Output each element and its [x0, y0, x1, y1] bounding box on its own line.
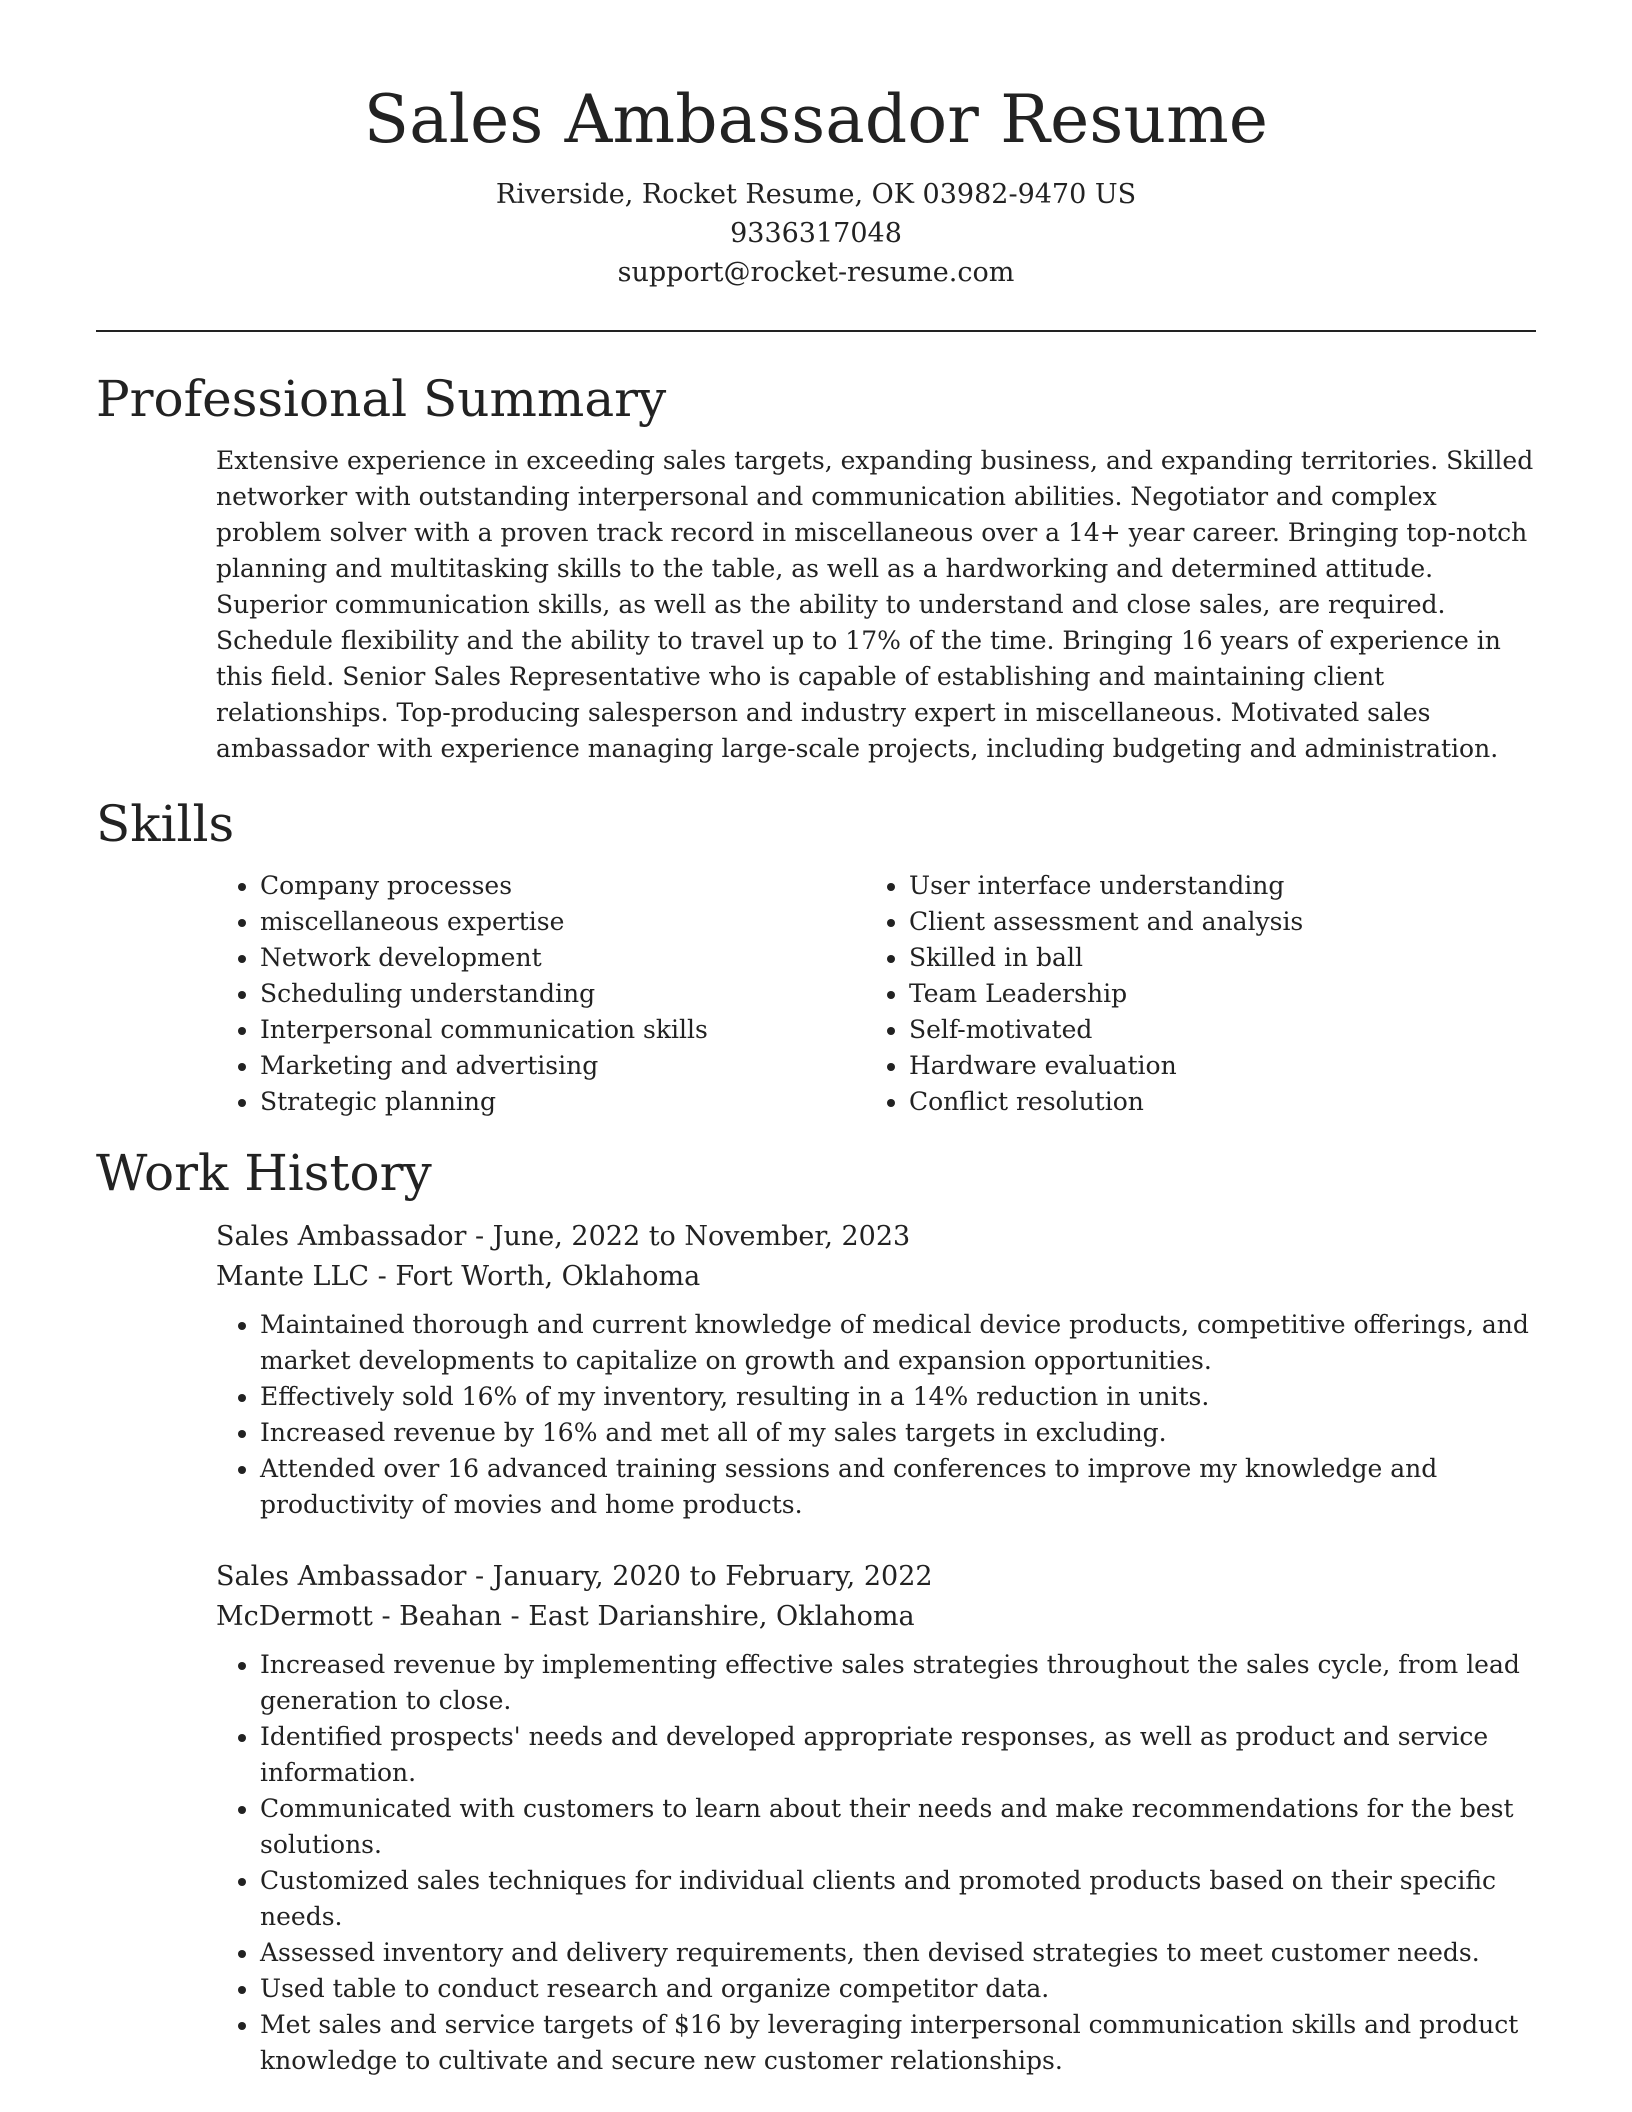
job-bullet: • Communicated with customers to learn about their needs and make recommendations for the best solutions.	[260, 1791, 1536, 1863]
section-title-summary: Professional Summary	[96, 369, 667, 428]
skill-item: • Team Leadership	[909, 976, 1509, 1012]
resume-header	[96, 81, 1536, 292]
job-bullet: • Effectively sold 16% of my inventory, resulting in a 14% reduction in units.	[260, 1379, 1536, 1415]
section-title-work-history: Work History	[96, 1143, 432, 1202]
job-bullet: • Met sales and service targets of $16 by leveraging interpersonal communication skills and product knowledge to cultivate and secure new customer relationships.	[260, 2007, 1536, 2079]
header-divider	[96, 330, 1536, 332]
job-bullet: • Identified prospects' needs and developed appropriate responses, as well as product and service information.	[260, 1719, 1536, 1791]
skill-item: • Self-motivated	[909, 1012, 1509, 1048]
skill-item: • Conflict resolution	[909, 1084, 1509, 1120]
section-title-skills: Skills	[96, 794, 235, 853]
address: Riverside, Rocket Resume, OK 03982-9470 US	[495, 178, 1137, 210]
skill-item: • Network development	[260, 940, 865, 976]
phone-number: 9336317048	[730, 217, 902, 249]
job-bullet: • Assessed inventory and delivery requirements, then devised strategies to meet customer needs.	[260, 1935, 1536, 1971]
job-bullets	[216, 1307, 1536, 1523]
skill-item: • User interface understanding	[909, 868, 1509, 904]
skill-item: • Hardware evaluation	[909, 1048, 1509, 1084]
job-bullet: • Customized sales techniques for individual clients and promoted products based on their specific needs.	[260, 1863, 1536, 1935]
skill-item: • miscellaneous expertise	[260, 904, 865, 940]
job-bullet: • Increased revenue by 16% and met all of my sales targets in excluding.	[260, 1415, 1536, 1451]
skills-column-right	[865, 868, 1509, 1120]
job-bullets	[216, 1647, 1536, 2079]
job-company-line: McDermott - Beahan - East Darianshire, Oklahoma	[216, 1600, 915, 1632]
job-entry	[216, 1557, 1536, 2079]
skill-item: • Strategic planning	[260, 1084, 865, 1120]
email-address: support@rocket-resume.com	[617, 256, 1015, 288]
job-bullet: • Maintained thorough and current knowledge of medical device products, competitive offerings, and market developments to capitalize on growth and expansion opportunities.	[260, 1307, 1536, 1379]
skill-item: • Scheduling understanding	[260, 976, 865, 1012]
job-company-line: Mante LLC - Fort Worth, Oklahoma	[216, 1260, 701, 1292]
skill-item: • Skilled in ball	[909, 940, 1509, 976]
job-title-line: Sales Ambassador - January, 2020 to February, 2022	[216, 1560, 933, 1592]
resume-title: Sales Ambassador Resume	[363, 81, 1269, 158]
job-bullet: • Increased revenue by implementing effective sales strategies throughout the sales cycle, from lead generation to close.	[260, 1647, 1536, 1719]
skill-item: • Interpersonal communication skills	[260, 1012, 865, 1048]
skill-item: • Client assessment and analysis	[909, 904, 1509, 940]
job-bullet: • Used table to conduct research and organize competitor data.	[260, 1971, 1536, 2007]
job-entry	[216, 1217, 1536, 1523]
skills-column-left	[216, 868, 865, 1120]
job-title-line: Sales Ambassador - June, 2022 to November, 2023	[216, 1220, 911, 1252]
skill-item: • Company processes	[260, 868, 865, 904]
skill-item: • Marketing and advertising	[260, 1048, 865, 1084]
job-bullet: • Attended over 16 advanced training sessions and conferences to improve my knowledge and productivity of movies and home products.	[260, 1451, 1536, 1523]
skills-list	[216, 868, 1536, 1120]
summary-text: Extensive experience in exceeding sales targets, expanding business, and expanding territories. Skilled networker with outstanding interpersonal and communication abilities. Negotiator and complex problem solver with a proven track record in miscellaneous over a 14+ year career. Bringing top-notch planning and multitasking skills to the table, as well as a hardworking and determined attitude. Superior communication skills, as well as the ability to understand and close sales, are required. Schedule flexibility and the ability to travel up to 17% of the time. Bringing 16 years of experience in this field. Senior Sales Representative who is capable of establishing and maintaining client relationships. Top-producing salesperson and industry expert in miscellaneous. Motivated sales ambassador with experience managing large-scale projects, including budgeting and administration.	[216, 445, 1534, 763]
